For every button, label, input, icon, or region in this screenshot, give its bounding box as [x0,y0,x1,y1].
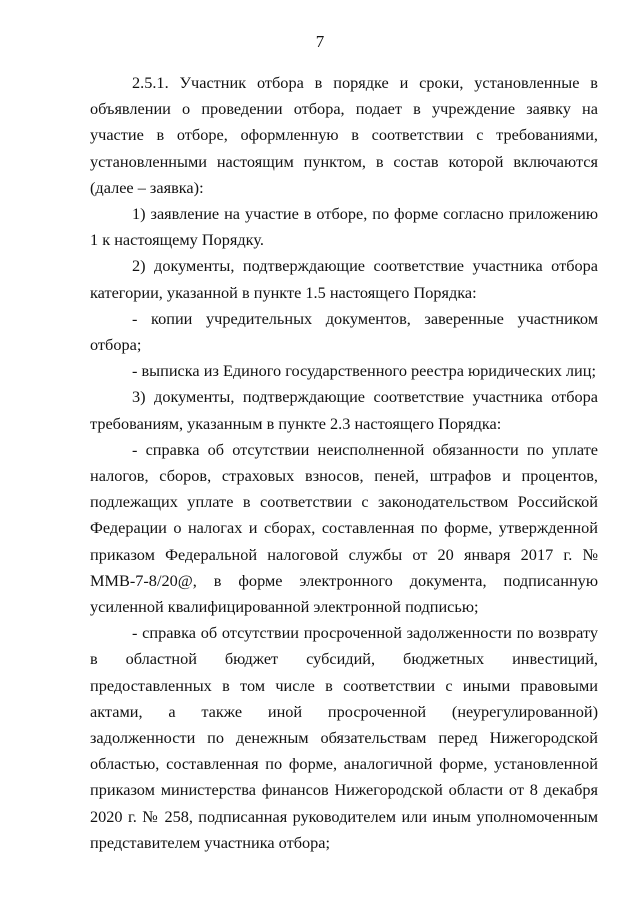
paragraph-bullet-extract: - выписка из Единого государственного реестра юридических лиц; [132,361,596,381]
paragraph-2-5-1: 2.5.1. Участник отбора в порядке и сроки, установленные в объявлении о проведении отбора, подает в учреждение заявку на участие в отборе, оформленную в соответствии с требованиями, установленными настоящим пунктом, в состав которой включаются (далее – заявка): [90,73,598,197]
paragraph-bullet-copies: - копии учредительных документов, заверенные участником отбора; [90,308,598,355]
paragraph-bullet-debt-certificate: - справка об отсутствии просроченной задолженности по возврату в областной бюджет субсидий, бюджетных инвестиций, предоставленных в том числе в соответствии с иными правовыми актами, а также иной просроченной (неурегулированной) задолженности по денежным обязательствам перед Нижегородской областью, составленная по форме, аналогичной форме, установленной приказом министерства финансов Нижегородской области от 8 декабря 2020 г. № 258, подписанная руководителем или иным уполномоченным представителем участника отбора; [90,623,598,852]
paragraph-item-3: 3) документы, подтверждающие соответствие участника отбора требованиям, указанным в пункте 2.3 настоящего Порядка: [90,387,598,433]
paragraph-item-2: 2) документы, подтверждающие соответствие участника отбора категории, указанной в пункте 1.5 настоящего Порядка: [90,256,598,302]
paragraph-item-1: 1) заявление на участие в отборе, по форме согласно приложению 1 к настоящему Порядку. [90,204,598,250]
document-body [90,70,598,856]
page-number: 7 [315,32,325,51]
paragraph-bullet-tax-certificate: - справка об отсутствии неисполненной обязанности по уплате налогов, сборов, страховых взносов, пеней, штрафов и процентов, подлежащих уплате в соответствии с законодательством Российской Федерации о налогах и сборах, составленная по форме, утвержденной приказом Федеральной налоговой службы от 20 января 2017 г. № ММВ-7-8/20@, в форме электронного документа, подписанную усиленной квалифицированной электронной подписью; [90,439,598,617]
